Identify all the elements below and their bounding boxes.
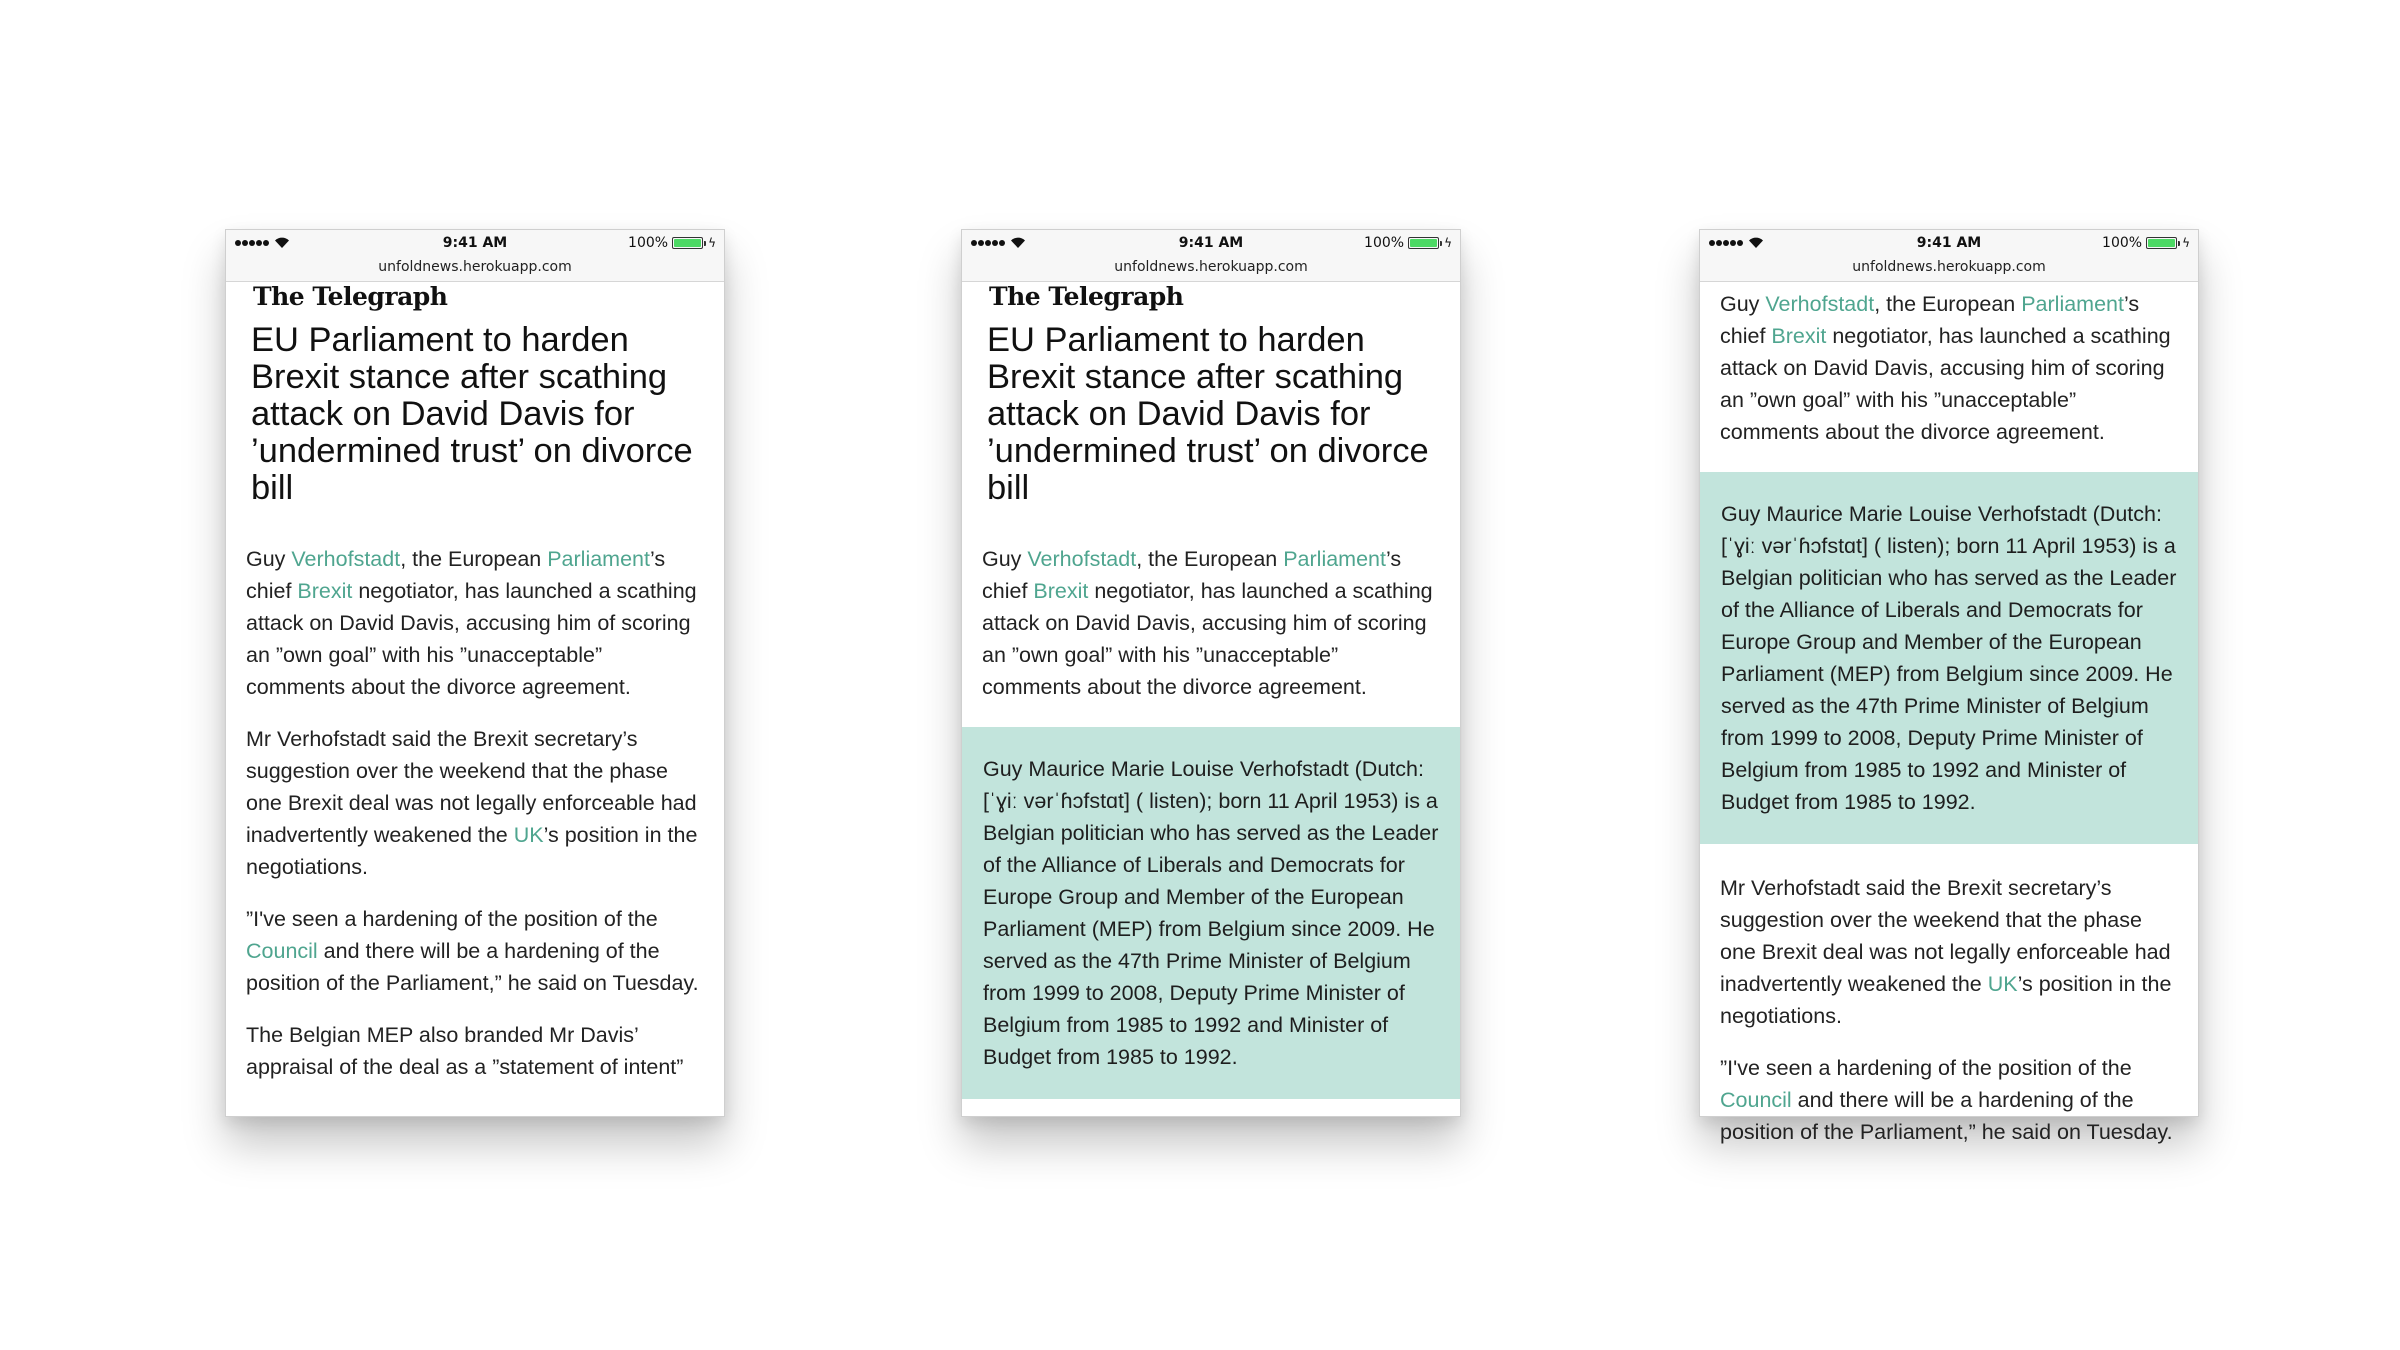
battery-percent: 100% xyxy=(2102,235,2143,251)
entity-info-panel[interactable] xyxy=(962,727,1460,1099)
article-content[interactable] xyxy=(962,282,1460,1116)
entity-link-brexit[interactable]: Brexit xyxy=(297,579,353,603)
entity-link-parliament[interactable]: Parliament xyxy=(547,547,650,571)
status-bar xyxy=(1700,230,2198,256)
charging-bolt-icon: ϟ xyxy=(1444,236,1452,250)
battery-percent: 100% xyxy=(1364,235,1405,251)
status-bar xyxy=(226,230,724,256)
entity-description: Guy Maurice Marie Louise Verhofstadt (Dutch: [ˈɣiː vərˈɦɔfstɑt] ( listen); born 11 April 1953) is a Belgian politician who has served as the Leader of the Alliance of Liberals and Democrats for Europe Group and Member of the European Parliament (MEP) from Belgium since 2009. He served as the 47th Prime Minister of Belgium from 1999 to 2008, Deputy Prime Minister of Belgium from 1985 to 1992 and Minister of Budget from 1985 to 1992. xyxy=(983,757,1439,1069)
entity-description: Guy Maurice Marie Louise Verhofstadt (Dutch: [ˈɣiː vərˈɦɔfstɑt] ( listen); born 11 April 1953) is a Belgian politician who has served as the Leader of the Alliance of Liberals and Democrats for Europe Group and Member of the European Parliament (MEP) from Belgium since 2009. He served as the 47th Prime Minister of Belgium from 1999 to 2008, Deputy Prime Minister of Belgium from 1985 to 1992 and Minister of Budget from 1985 to 1992. xyxy=(1721,502,2177,814)
battery-icon xyxy=(672,236,716,250)
charging-bolt-icon: ϟ xyxy=(2182,236,2190,250)
entity-link-council[interactable]: Council xyxy=(246,939,318,963)
entity-link-parliament[interactable]: Parliament xyxy=(1283,547,1386,571)
entity-link-brexit[interactable]: Brexit xyxy=(1033,579,1089,603)
article-paragraph: Guy Verhofstadt, the European Parliament’s chief Brexit negotiator, has launched a scathing attack on David Davis, accusing him of scoring an ”own goal” with his ”unacceptable” comments about the divorce agreement. xyxy=(246,547,697,699)
article-headline: EU Parliament to harden Brexit stance after scathing attack on David Davis for ’undermined trust’ on divorce bill xyxy=(251,321,693,507)
entity-link-parliament[interactable]: Parliament xyxy=(2021,292,2124,316)
status-time: 9:41 AM xyxy=(1916,235,1982,251)
article-headline: EU Parliament to harden Brexit stance after scathing attack on David Davis for ’undermined trust’ on divorce bill xyxy=(987,321,1429,507)
status-time: 9:41 AM xyxy=(1178,235,1244,251)
address-bar-url[interactable]: unfoldnews.herokuapp.com xyxy=(378,259,572,275)
battery-icon xyxy=(2146,236,2190,250)
browser-chrome xyxy=(1700,230,2198,282)
publication-masthead: The Telegraph xyxy=(989,282,1184,311)
battery-icon xyxy=(1408,236,1452,250)
article-paragraph: Mr Verhofstadt said the Brexit secretary’s suggestion over the weekend that the phase one Brexit deal was not legally enforceable had inadvertently weakened the UK’s position in the negotiations. xyxy=(1720,876,2172,1028)
status-bar xyxy=(962,230,1460,256)
publication-masthead: The Telegraph xyxy=(253,282,448,311)
entity-link-council[interactable]: Council xyxy=(1720,1088,1792,1112)
article-paragraph: Guy Verhofstadt, the European Parliament’s chief Brexit negotiator, has launched a scathing attack on David Davis, accusing him of scoring an ”own goal” with his ”unacceptable” comments about the divorce agreement. xyxy=(982,547,1433,699)
entity-link-verhofstadt[interactable]: Verhofstadt xyxy=(291,547,401,571)
entity-link-uk[interactable]: UK xyxy=(513,823,544,847)
article-paragraph: Mr Verhofstadt said the Brexit secretary’s suggestion over the weekend that the phase one Brexit deal was not legally enforceable had inadvertently weakened the UK’s position in the negotiations. xyxy=(246,727,698,879)
entity-link-verhofstadt[interactable]: Verhofstadt xyxy=(1765,292,1875,316)
phone-screen-article xyxy=(225,229,725,1117)
phone-screen-scrolled xyxy=(1699,229,2199,1144)
entity-link-uk[interactable]: UK xyxy=(1987,972,2018,996)
entity-link-verhofstadt[interactable]: Verhofstadt xyxy=(1027,547,1137,571)
entity-link-brexit[interactable]: Brexit xyxy=(1771,324,1827,348)
article-paragraph: The Belgian MEP also branded Mr Davis’ appraisal of the deal as a ”statement of intent” xyxy=(246,1023,684,1079)
browser-chrome xyxy=(962,230,1460,282)
phone-screen-entity-expanded xyxy=(961,229,1461,1117)
article-paragraph: ”I've seen a hardening of the position of the Council and there will be a hardening of the position of the Parliament,” he said on Tuesday. xyxy=(1720,1056,2173,1144)
entity-info-panel[interactable] xyxy=(1700,472,2198,844)
article-content[interactable] xyxy=(1700,282,2198,1144)
battery-percent: 100% xyxy=(628,235,669,251)
address-bar-url[interactable]: unfoldnews.herokuapp.com xyxy=(1114,259,1308,275)
browser-chrome xyxy=(226,230,724,282)
article-paragraph: ”I've seen a hardening of the position of the Council and there will be a hardening of the position of the Parliament,” he said on Tuesday. xyxy=(246,907,699,995)
article-paragraph: Guy Verhofstadt, the European Parliament’s chief Brexit negotiator, has launched a scathing attack on David Davis, accusing him of scoring an ”own goal” with his ”unacceptable” comments about the divorce agreement. xyxy=(1720,292,2171,444)
charging-bolt-icon: ϟ xyxy=(708,236,716,250)
article-content[interactable] xyxy=(226,282,724,1116)
address-bar-url[interactable]: unfoldnews.herokuapp.com xyxy=(1852,259,2046,275)
status-time: 9:41 AM xyxy=(442,235,508,251)
